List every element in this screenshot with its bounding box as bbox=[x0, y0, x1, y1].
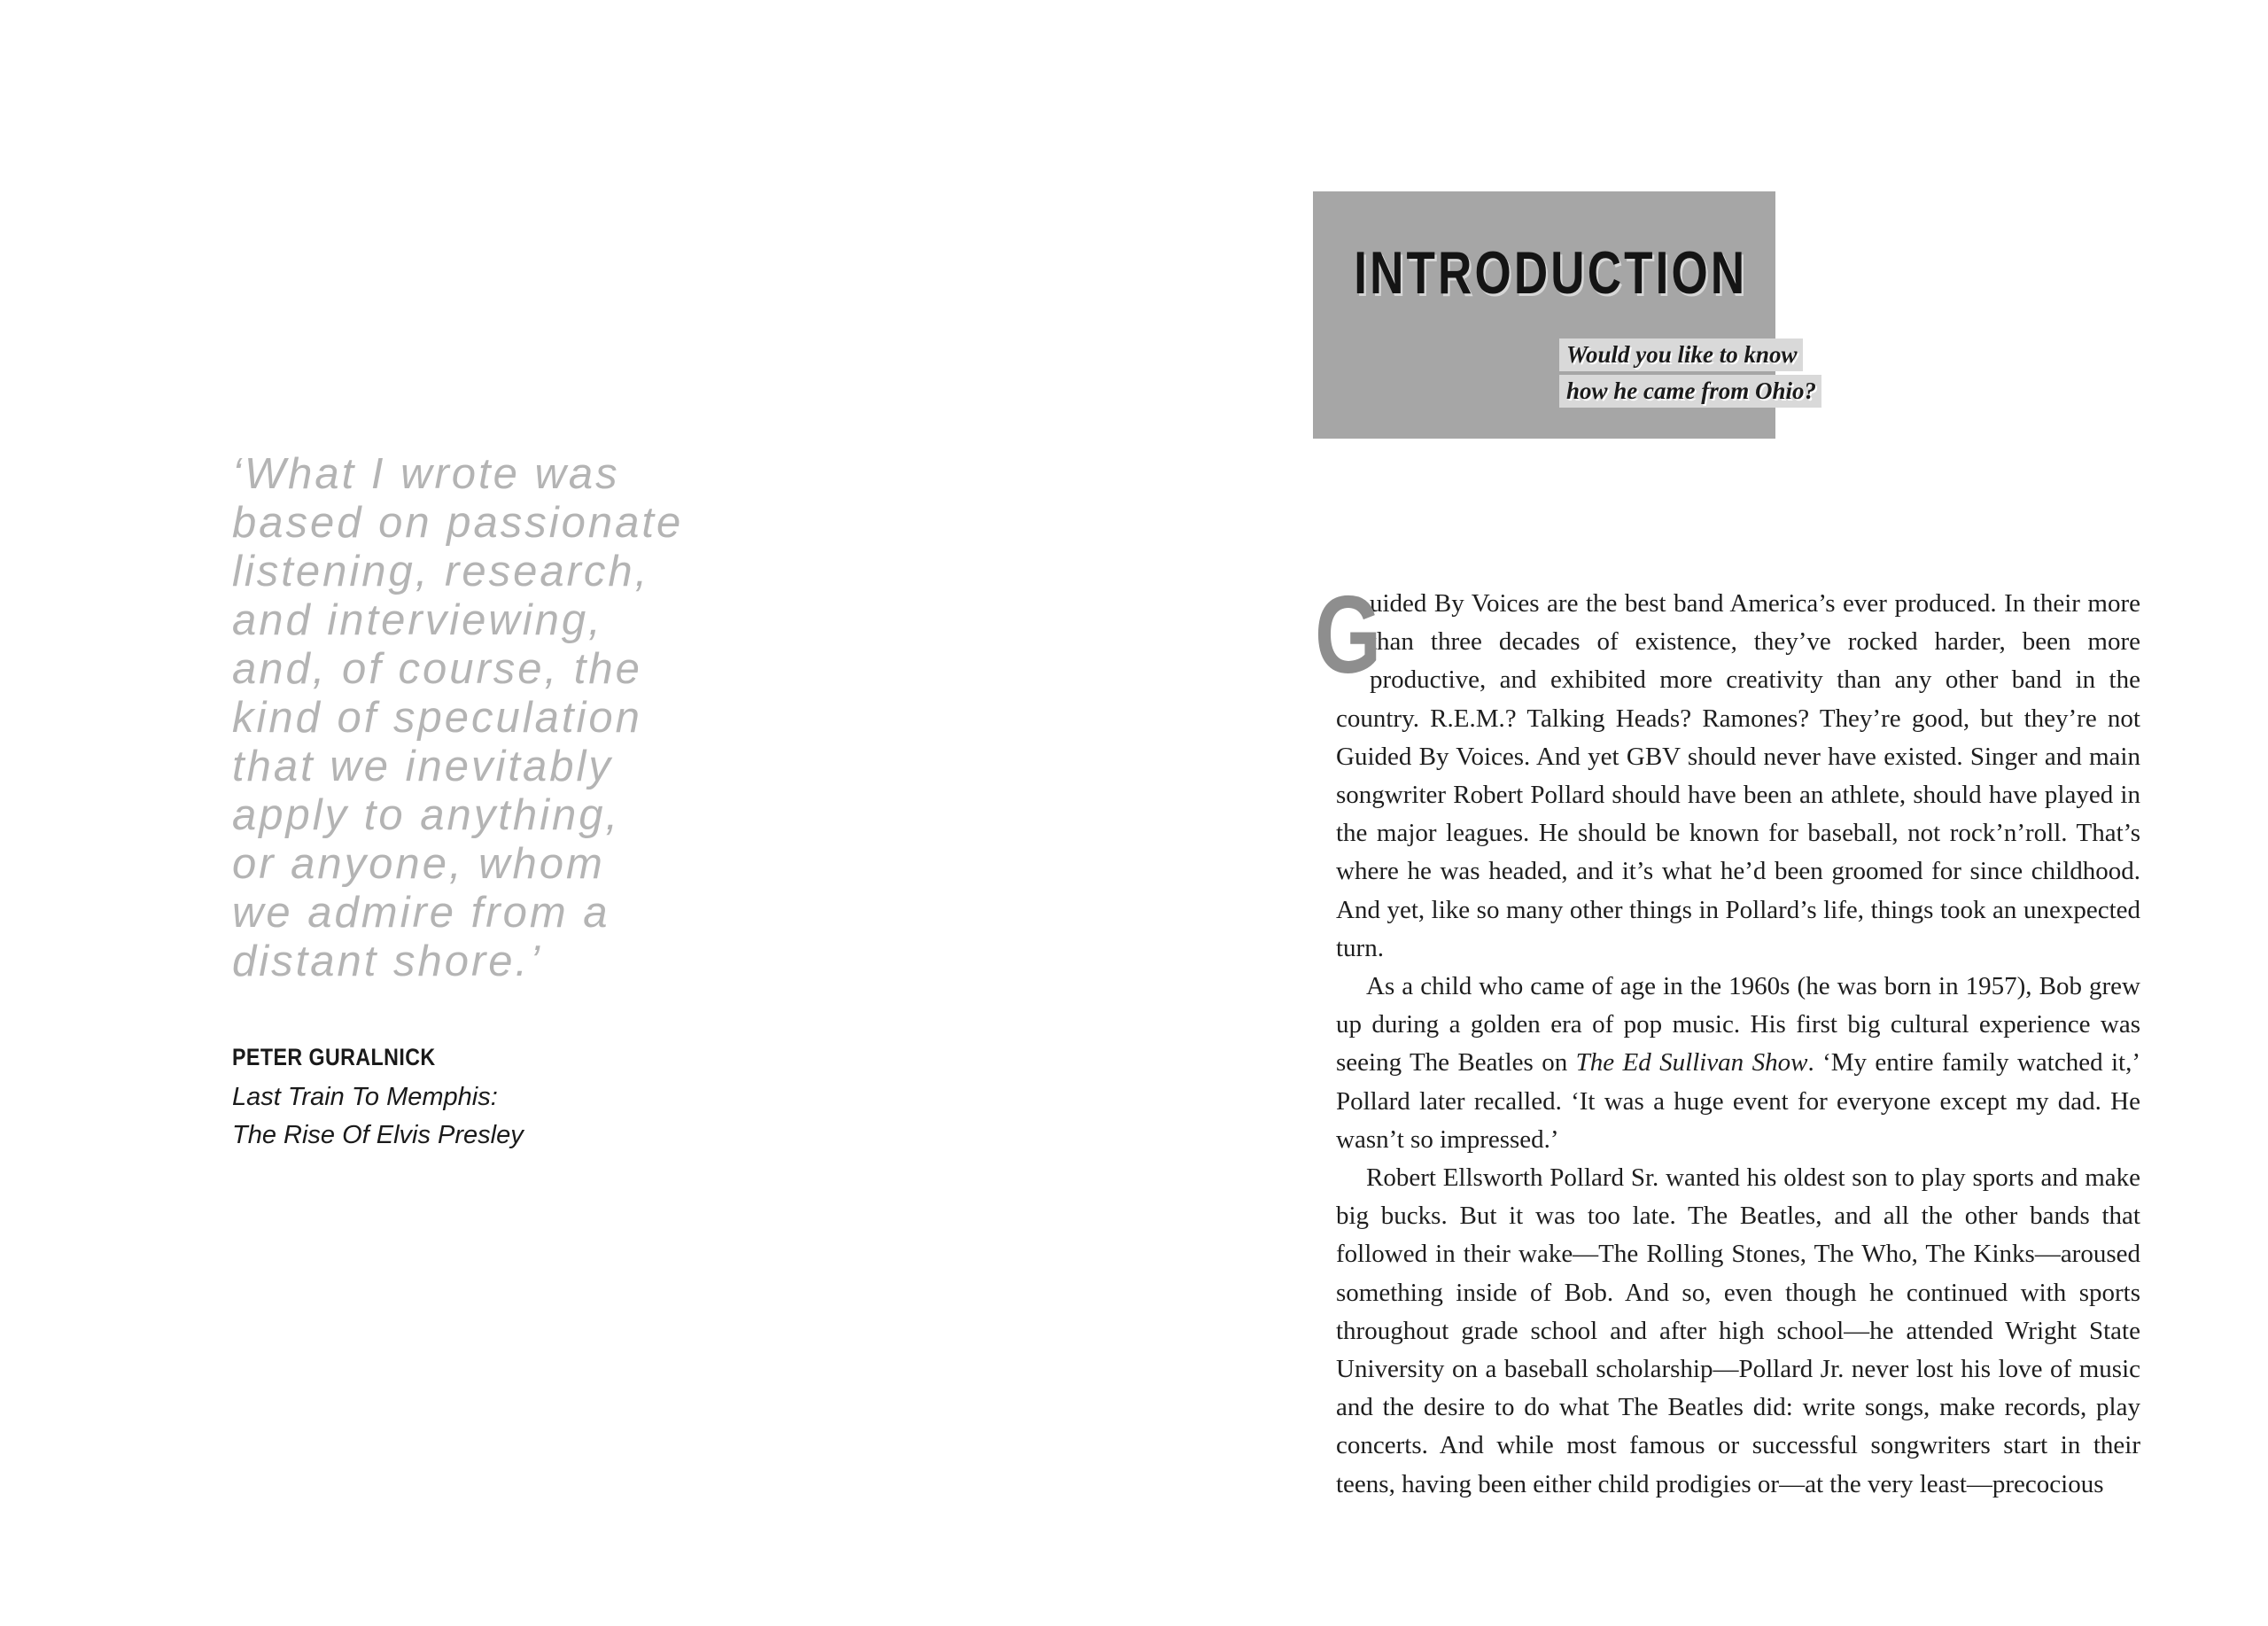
epigraph bbox=[232, 450, 728, 1155]
paragraph-3-text: Robert Ellsworth Pollard Sr. wanted his oldest son to play sports and make big bucks. But it was too late. The Beatles, and all the other bands that followed in their wake—The Rolling Stones, The Who, The Kinks—aroused something inside of Bob. And so, even though he continued with sports throughout grade school and after high school—he attended Wright State University on a baseball scholarship—Pollard Jr. never lost his love of music and the desire to do what The Beatles did: write songs, make records, play concerts. And while most famous or successful songwriters start in their teens, having been either child prodigies or—at the very least—precocious bbox=[1336, 1163, 2140, 1498]
source-line: The Rise Of Elvis Presley bbox=[232, 1121, 524, 1149]
drop-cap: G bbox=[1315, 574, 1382, 696]
quote-line: and, of course, the bbox=[232, 645, 642, 693]
body-text bbox=[1315, 574, 2140, 1504]
quote-line: kind of speculation bbox=[232, 694, 642, 742]
paragraph-3 bbox=[1336, 1159, 2140, 1504]
quote-line: that we inevitably bbox=[232, 743, 613, 790]
chapter-heading-box bbox=[1313, 191, 1817, 439]
epigraph-source bbox=[232, 1078, 728, 1155]
epigraph-author: PETER GURALNICK bbox=[232, 1044, 436, 1070]
quote-line: apply to anything, bbox=[232, 791, 621, 839]
subtitle-line: how he came from Ohio? bbox=[1559, 375, 1821, 408]
show-title: The Ed Sullivan Show bbox=[1575, 1048, 1808, 1078]
paragraph-2-text-a: As a child who came of age in the 1960s (he was born in 1957), Bob grew up during a golden era of pop music. His first big cultural experience was seeing The Beatles on bbox=[1336, 972, 2140, 1078]
quote-line: listening, research, bbox=[232, 548, 650, 595]
epigraph-attribution bbox=[232, 1043, 728, 1155]
quote-line: and interviewing, bbox=[232, 596, 603, 644]
epigraph-quote bbox=[232, 450, 728, 986]
chapter-title: INTRODUCTION bbox=[1353, 239, 1747, 307]
chapter-subtitle bbox=[1559, 338, 1821, 411]
quote-line: distant shore.’ bbox=[232, 937, 543, 985]
quote-line: we admire from a bbox=[232, 889, 610, 937]
quote-line: based on passionate bbox=[232, 499, 684, 547]
source-line: Last Train To Memphis: bbox=[232, 1083, 498, 1111]
quote-line: ‘What I wrote was bbox=[232, 450, 620, 498]
paragraph-1-text: uided By Voices are the best band America’s ever produced. In their more than three decades of existence, they’ve rocked harder, been more productive, and exhibited more creativity than any other band in the country. R.E.M.? Talking Heads? Ramones? They’re good, but they’re not Guided By Voices. And yet GBV should never have existed. Singer and main songwriter Robert Pollard should have been an athlete, should have played in the major leagues. He should be known for baseball, not rock’n’roll. That’s where he was headed, and it’s what he’d been groomed for since childhood. And yet, like so many other things in Pollard’s life, things took an unexpected turn. bbox=[1336, 589, 2140, 962]
paragraph-2 bbox=[1336, 968, 2140, 1159]
paragraph-1 bbox=[1315, 574, 2140, 968]
subtitle-line: Would you like to know bbox=[1559, 338, 1803, 371]
quote-line: or anyone, whom bbox=[232, 840, 605, 888]
paragraph-2-text-b: . ‘My entire family watched it,’ Pollard later recalled. ‘It was a huge event for everyone except my dad. He wasn’t so impressed.’ bbox=[1336, 1048, 2140, 1154]
